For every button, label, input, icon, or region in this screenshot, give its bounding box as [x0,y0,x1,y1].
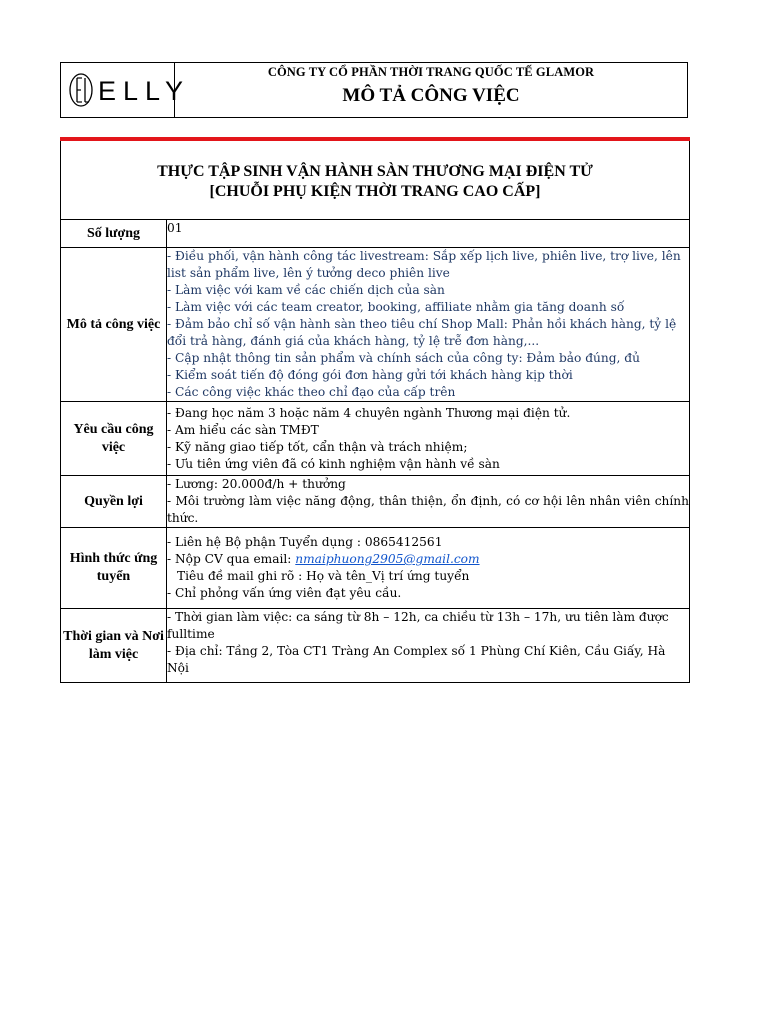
list-item: - Địa chỉ: Tầng 2, Tòa CT1 Tràng An Complex số 1 Phùng Chí Kiên, Cầu Giấy, Hà Nội [167,644,666,675]
label-apply: Hình thức ứng tuyển [61,528,167,609]
document-title: MÔ TẢ CÔNG VIỆC [342,85,520,106]
cv-prefix: - Nộp CV qua email: [167,552,296,566]
list-item: - Thời gian làm việc: ca sáng từ 8h – 12h, ca chiều từ 13h – 17h, ưu tiên làm được fulltime [167,610,669,641]
label-benefits: Quyền lợi [61,476,167,528]
list-item: - Kiểm soát tiến độ đóng gói đơn hàng gửi tới khách hàng kịp thời [167,368,573,382]
cv-line [167,551,689,568]
elly-logo [61,63,191,117]
job-title-box [60,141,690,219]
list-item: - Lương: 20.000đ/h + thưởng [167,477,346,491]
label-requirements: Yêu cầu công việc [61,402,167,476]
row-description [61,248,690,402]
list-item: - Đảm bảo chỉ số vận hành sàn theo tiêu chí Shop Mall: Phản hồi khách hàng, tỷ lệ đổi trả hàng, đánh giá của khách hàng, tỷ lệ trễ đơn hàng,... [167,317,677,348]
value-time-place [167,609,690,683]
row-time-place [61,609,690,683]
label-description: Mô tả công việc [61,248,167,402]
value-benefits [167,476,690,528]
company-name: CÔNG TY CỔ PHẦN THỜI TRANG QUỐC TẾ GLAMOR [267,65,595,79]
value-apply [167,528,690,609]
job-title [61,162,689,202]
row-benefits [61,476,690,528]
contact-line: - Liên hệ Bộ phận Tuyển dụng : 0865412561 [167,535,443,549]
subject-line: Tiêu đề mail ghi rõ : Họ và tên_Vị trí ứng tuyển [177,569,470,583]
job-title-line-1: THỰC TẬP SINH VẬN HÀNH SÀN THƯƠNG MẠI ĐIỆN TỬ [157,163,593,180]
row-apply [61,528,690,609]
document-header [60,62,688,118]
list-item: - Làm việc với kam về các chiến dịch của sàn [167,283,445,297]
list-item: - Kỹ năng giao tiếp tốt, cẩn thận và trách nhiệm; [167,440,468,454]
job-info-table [60,219,690,683]
value-description [167,248,690,402]
elly-logo-icon [67,72,191,108]
email-link[interactable]: nmaiphuong2905@gmail.com [295,552,480,566]
list-item: - Các công việc khác theo chỉ đạo của cấp trên [167,385,456,399]
value-requirements [167,402,690,476]
row-quantity [61,220,690,248]
list-item: - Môi trường làm việc năng động, thân thiện, ổn định, có cơ hội lên nhân viên chính thức. [167,494,689,525]
list-item: - Làm việc với các team creator, booking, affiliate nhằm gia tăng doanh số [167,300,625,314]
job-title-line-2: [CHUỖI PHỤ KIỆN THỜI TRANG CAO CẤP] [209,183,541,200]
note-line: - Chỉ phỏng vấn ứng viên đạt yêu cầu. [167,586,402,600]
row-requirements [61,402,690,476]
label-time-place: Thời gian và Nơi làm việc [61,609,167,683]
list-item: - Cập nhật thông tin sản phẩm và chính sách của công ty: Đảm bảo đúng, đủ [167,351,640,365]
svg-text:ELLY: ELLY [98,76,191,106]
list-item: - Am hiểu các sàn TMĐT [167,423,319,437]
label-quantity: Số lượng [61,220,167,248]
list-item: - Điều phối, vận hành công tác livestream: Sắp xếp lịch live, phiên live, trợ live, lên list sản phẩm live, lên ý tưởng deco phiên live [167,249,681,280]
value-quantity: 01 [167,220,690,248]
list-item: - Ưu tiên ứng viên đã có kinh nghiệm vận hành về sàn [167,457,500,471]
list-item: - Đang học năm 3 hoặc năm 4 chuyên ngành Thương mại điện tử. [167,406,571,420]
